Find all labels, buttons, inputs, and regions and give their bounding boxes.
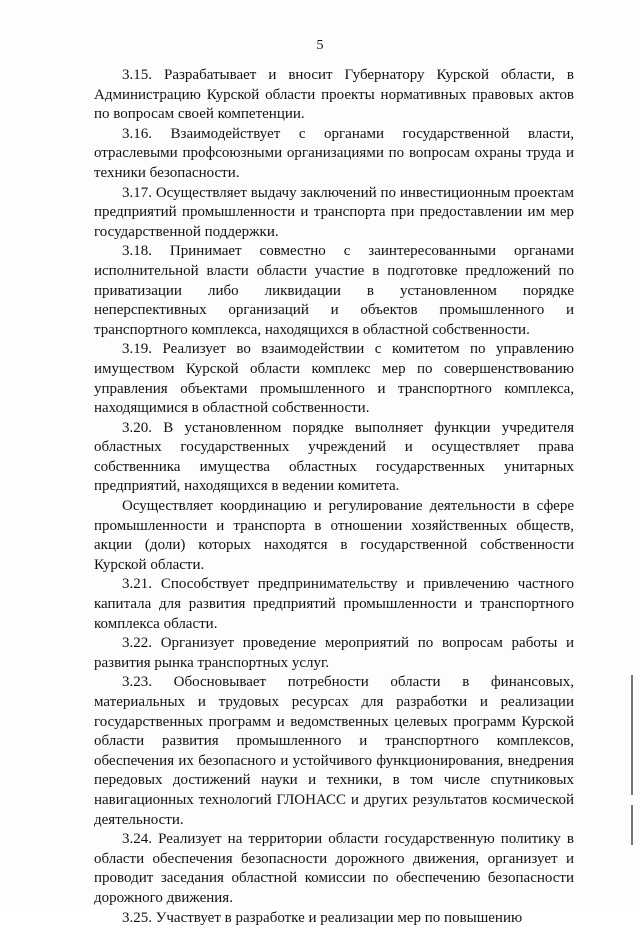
paragraph-3-15: 3.15. Разрабатывает и вносит Губернатору Курской области, в Администрацию Курской области проекты нормативных правовых актов по вопросам своей компетенции. — [94, 67, 574, 123]
paragraph-3-18: 3.18. Принимает совместно с заинтересованными органами исполнительной власти области участие в подготовке предложений по приватизации либо ликвидации в установленном порядке неперспективных организаций и объектов промышленного и транспортного комплекса, находящихся в областной собственности. — [94, 243, 574, 338]
paragraph-3-25: 3.25. Участвует в разработке и реализации мер по повышению — [122, 909, 523, 926]
paragraph-3-16: 3.16. Взаимодействует с органами государственной власти, отраслевыми профсоюзными организациями по вопросам охраны труда и техники безопасности. — [94, 125, 574, 181]
paragraph-3-22: 3.22. Организует проведение мероприятий по вопросам работы и развития рынка транспортных услуг. — [94, 635, 574, 671]
paragraph-3-23: 3.23. Обосновывает потребности области в финансовых, материальных и трудовых ресурсах для разработки и реализации государственных программ и ведомственных целевых программ Курской области развития промышленного и транспортного комплексов, обеспечения их безопасного и устойчивого функционирования, внедрения передовых достижений науки и техники, в том числе спутниковых навигационных технологий ГЛОНАСС и других результатов космической деятельности. — [94, 674, 574, 828]
scan-edge-mark — [631, 675, 633, 795]
paragraph-3-24: 3.24. Реализует на территории области государственную политику в области обеспечения безопасности дорожного движения, организует и проводит заседания областной комиссии по обеспечению безопасности дорожного движения. — [94, 831, 574, 906]
paragraph-3-19: 3.19. Реализует во взаимодействии с комитетом по управлению имуществом Курской области комплекс мер по совершенствованию управления объектами промышленного и транспортного комплекса, находящимися в областной собственности. — [94, 341, 574, 417]
document-body — [94, 66, 574, 928]
page-number: 5 — [316, 38, 324, 53]
paragraph-3-17: 3.17. Осуществляет выдачу заключений по инвестиционным проектам предприятий промышленности и транспорта при предоставлении им мер государственной поддержки. — [94, 184, 574, 240]
scan-edge-mark — [631, 805, 633, 845]
paragraph-3-21: 3.21. Способствует предпринимательству и привлечению частного капитала для развития предприятий промышленности и транспортного комплекса области. — [94, 576, 574, 632]
paragraph-coordination: Осуществляет координацию и регулирование деятельности в сфере промышленности и транспорта в отношении хозяйственных обществ, акции (доли) которых находятся в государственной собственности Курской области. — [94, 498, 574, 573]
paragraph-3-20: 3.20. В установленном порядке выполняет функции учредителя областных государственных учреждений и осуществляет права собственника имущества областных государственных унитарных предприятий, находящихся в ведении комитета. — [94, 419, 574, 495]
